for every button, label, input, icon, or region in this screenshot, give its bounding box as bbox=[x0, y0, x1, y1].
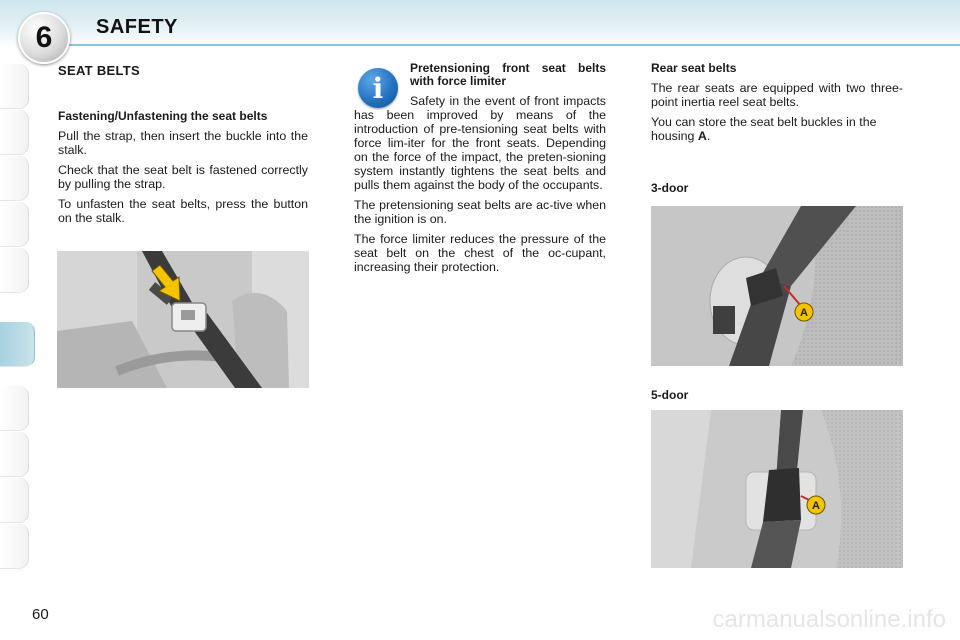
chapter-tab-1[interactable] bbox=[0, 64, 29, 109]
header-rule bbox=[60, 44, 960, 46]
chapter-tab-9[interactable] bbox=[0, 478, 29, 523]
rear-belts-paragraph-2-end: . bbox=[706, 129, 711, 143]
pretensioning-paragraph-3: The force limiter reduces the pressure of the seat belt on the chest of the oc-cupant, increasing their protection. bbox=[354, 232, 606, 274]
info-icon: i bbox=[358, 68, 398, 108]
rear-belts-paragraph-1: The rear seats are equipped with two three-point inertia reel seat belts. bbox=[651, 81, 903, 109]
chapter-tab-7[interactable] bbox=[0, 386, 29, 431]
chapter-tab-10[interactable] bbox=[0, 524, 29, 569]
chapter-tab-8[interactable] bbox=[0, 432, 29, 477]
pretensioning-subhead: Pretensioning front seat belts with force limiter bbox=[410, 61, 606, 88]
three-door-illustration bbox=[651, 206, 903, 366]
three-door-illustration-svg bbox=[651, 206, 903, 366]
chapter-title: SAFETY bbox=[96, 16, 178, 38]
chapter-tab-2[interactable] bbox=[0, 110, 29, 155]
five-door-illustration bbox=[651, 410, 903, 568]
rear-belts-paragraph-2 bbox=[651, 115, 903, 143]
column-rear-seat-belts bbox=[651, 62, 903, 149]
chapter-tab-4[interactable] bbox=[0, 202, 29, 247]
buckle-illustration bbox=[57, 251, 309, 388]
rear-belts-subhead: Rear seat belts bbox=[651, 61, 737, 75]
chapter-tabs bbox=[0, 64, 34, 574]
buckle-illustration-svg bbox=[57, 251, 309, 388]
three-door-callout-a: A bbox=[800, 307, 808, 319]
watermark: carmanualsonline.info bbox=[712, 606, 946, 633]
section-title: SEAT BELTS bbox=[58, 63, 140, 78]
fastening-subhead: Fastening/Unfastening the seat belts bbox=[58, 109, 268, 123]
five-door-illustration-svg bbox=[651, 410, 903, 568]
chapter-number-badge: 6 bbox=[18, 12, 70, 64]
five-door-callout-a: A bbox=[812, 500, 820, 512]
fastening-paragraph-3: To unfasten the seat belts, press the button on the stalk. bbox=[58, 197, 308, 225]
fastening-paragraph-2: Check that the seat belt is fastened correctly by pulling the strap. bbox=[58, 163, 308, 191]
three-door-label: 3-door bbox=[651, 181, 689, 195]
page-number: 60 bbox=[32, 606, 49, 623]
fastening-paragraph-1: Pull the strap, then insert the buckle into the stalk. bbox=[58, 129, 308, 157]
column-fastening bbox=[58, 110, 308, 231]
pretensioning-paragraph-1: Safety in the event of front impacts has been improved by means of the introduction of pre-tensioning seat belts with force lim-iter for the front seats. Depending on the force of the impact, the preten-sioning system instantly tightens the seat belts and pulls them against the body of the occupants. bbox=[354, 94, 606, 192]
column-pretensioning bbox=[354, 62, 606, 280]
rear-belts-paragraph-2-text: You can store the seat belt buckles in the housing bbox=[651, 115, 877, 143]
pretensioning-intro bbox=[354, 62, 606, 88]
five-door-label: 5-door bbox=[651, 388, 689, 402]
pretensioning-paragraph-2: The pretensioning seat belts are ac-tive when the ignition is on. bbox=[354, 198, 606, 226]
housing-label-a: A bbox=[697, 129, 707, 143]
chapter-tab-3[interactable] bbox=[0, 156, 29, 201]
chapter-tab-6-active[interactable] bbox=[0, 322, 35, 367]
chapter-tab-5[interactable] bbox=[0, 248, 29, 293]
